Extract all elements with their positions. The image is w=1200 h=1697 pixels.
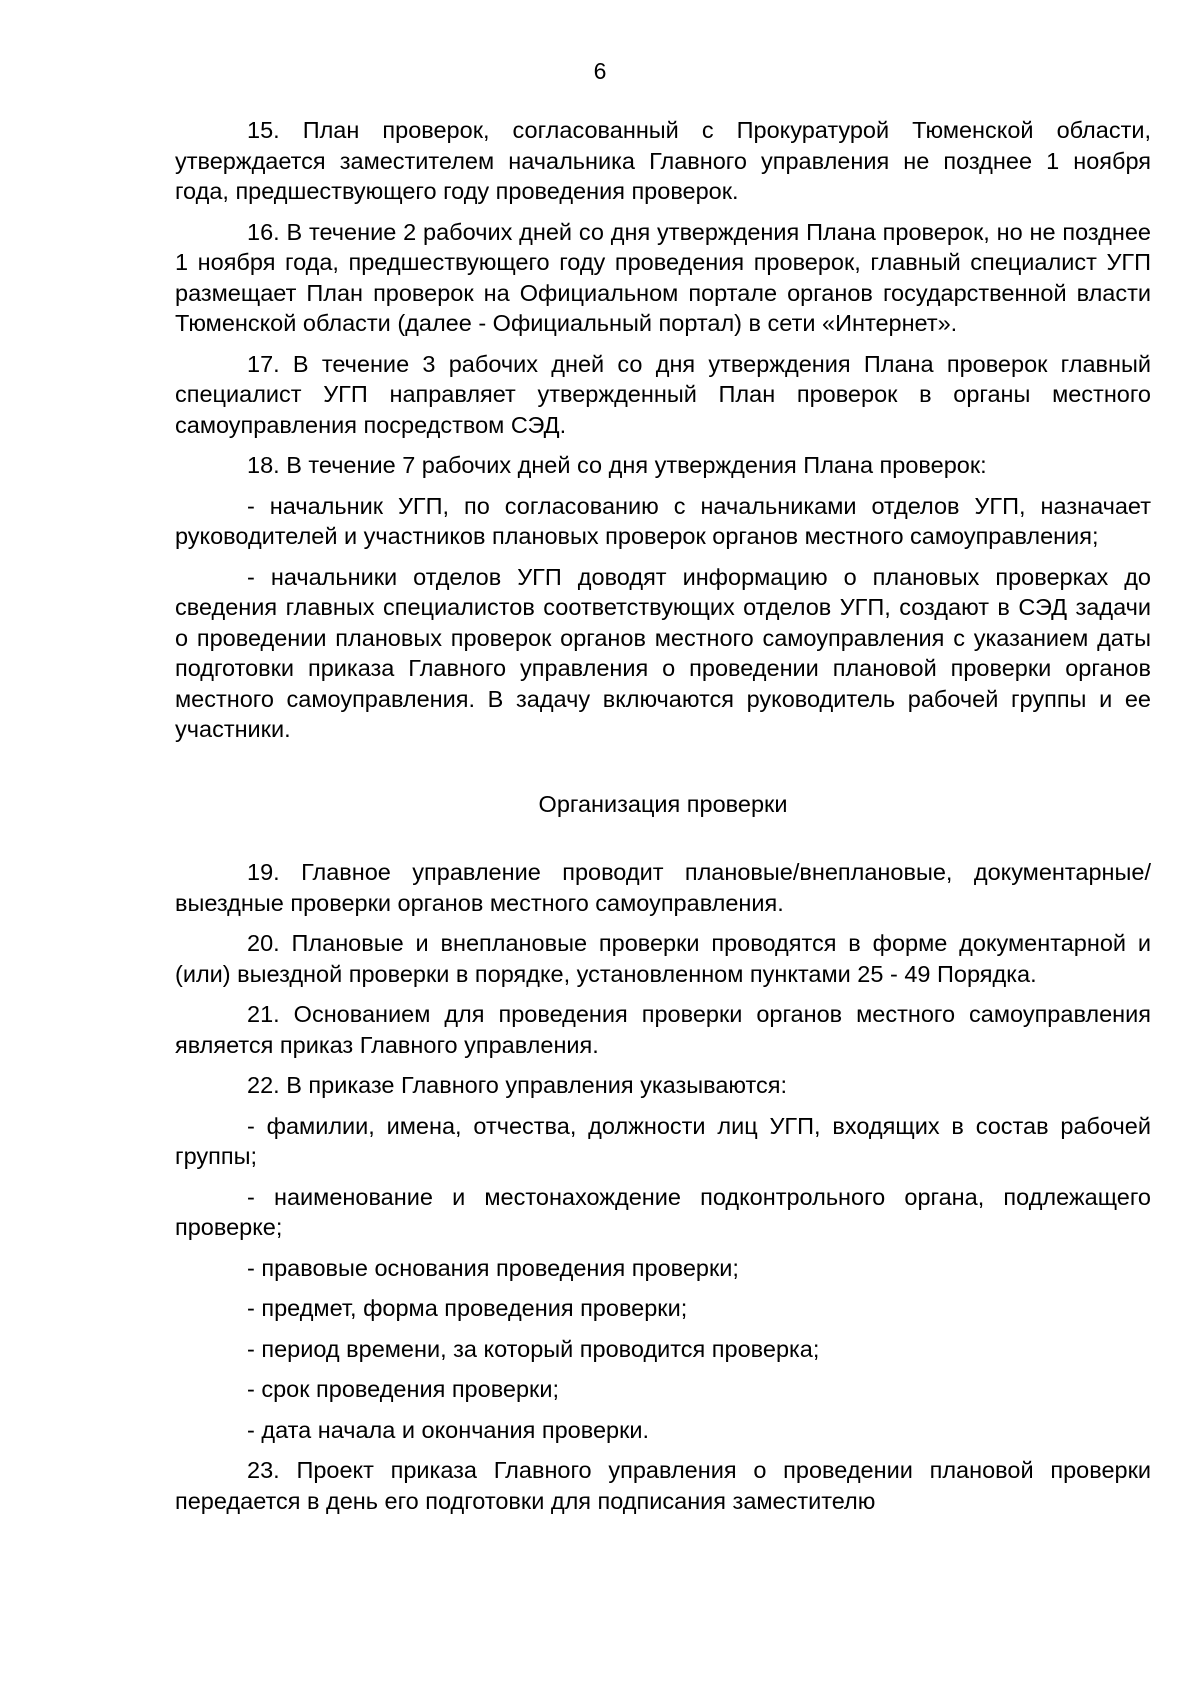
paragraph-18-item-1: - начальник УГП, по согласованию с начальниками отделов УГП, назначает руководителей и участников плановых проверок органов местного самоуправления;: [175, 492, 1151, 549]
paragraph-18: 18. В течение 7 рабочих дней со дня утверждения Плана проверок:: [247, 452, 987, 478]
paragraph-22-item-7: - дата начала и окончания проверки.: [247, 1416, 650, 1443]
paragraph-15: 15. План проверок, согласованный с Прокуратурой Тюменской области, утверждается заместителем начальника Главного управления не позднее 1 ноября года, предшествующего году проведения проверок.: [175, 117, 1151, 204]
document-body: [175, 115, 1151, 1516]
paragraph-22-item-6: - срок проведения проверки;: [247, 1376, 559, 1402]
paragraph-21: 21. Основанием для проведения проверки органов местного самоуправления является приказ Главного управления.: [175, 1001, 1151, 1058]
paragraph-17: 17. В течение 3 рабочих дней со дня утверждения Плана проверок главный специалист УГП направляет утвержденный План проверок в органы местного самоуправления посредством СЭД.: [175, 350, 1151, 438]
paragraph-22-item-5: - период времени, за который проводится проверка;: [247, 1335, 820, 1362]
paragraph-22-item-1: - фамилии, имена, отчества, должности лиц УГП, входящих в состав рабочей группы;: [175, 1112, 1151, 1169]
paragraph-20: 20. Плановые и внеплановые проверки проводятся в форме документарной и (или) выездной проверки в порядке, установленном пунктами 25 - 49 Порядка.: [175, 930, 1151, 987]
paragraph-19: 19. Главное управление проводит плановые/внеплановые, документарные/выездные проверки органов местного самоуправления.: [175, 859, 1151, 916]
paragraph-22-item-3: - правовые основания проведения проверки;: [247, 1254, 739, 1281]
paragraph-22: 22. В приказе Главного управления указываются:: [247, 1072, 788, 1098]
paragraph-16: 16. В течение 2 рабочих дней со дня утверждения Плана проверок, но не позднее 1 ноября года, предшествующего году проведения проверок, главный специалист УГП размещает План проверок на Официальном портале органов государственной власти Тюменской области (далее - Официальный портал) в сети «Интернет».: [175, 218, 1151, 336]
paragraph-22-item-2: - наименование и местонахождение подконтрольного органа, подлежащего проверке;: [175, 1183, 1151, 1240]
paragraph-23: 23. Проект приказа Главного управления о проведении плановой проверки передается в день его подготовки для подписания заместителю: [175, 1457, 1151, 1514]
paragraph-18-item-2: - начальники отделов УГП доводят информацию о плановых проверках до сведения главных специалистов соответствующих отделов УГП, создают в СЭД задачи о проведении плановых проверок органов местного самоуправления с указанием даты подготовки приказа Главного управления о проведении плановой проверки органов местного самоуправления. В задачу включаются руководитель рабочей группы и ее участники.: [175, 563, 1151, 742]
paragraph-22-item-4: - предмет, форма проведения проверки;: [247, 1295, 688, 1321]
section-heading: Организация проверки: [538, 790, 788, 817]
page-number: 6: [593, 58, 607, 84]
